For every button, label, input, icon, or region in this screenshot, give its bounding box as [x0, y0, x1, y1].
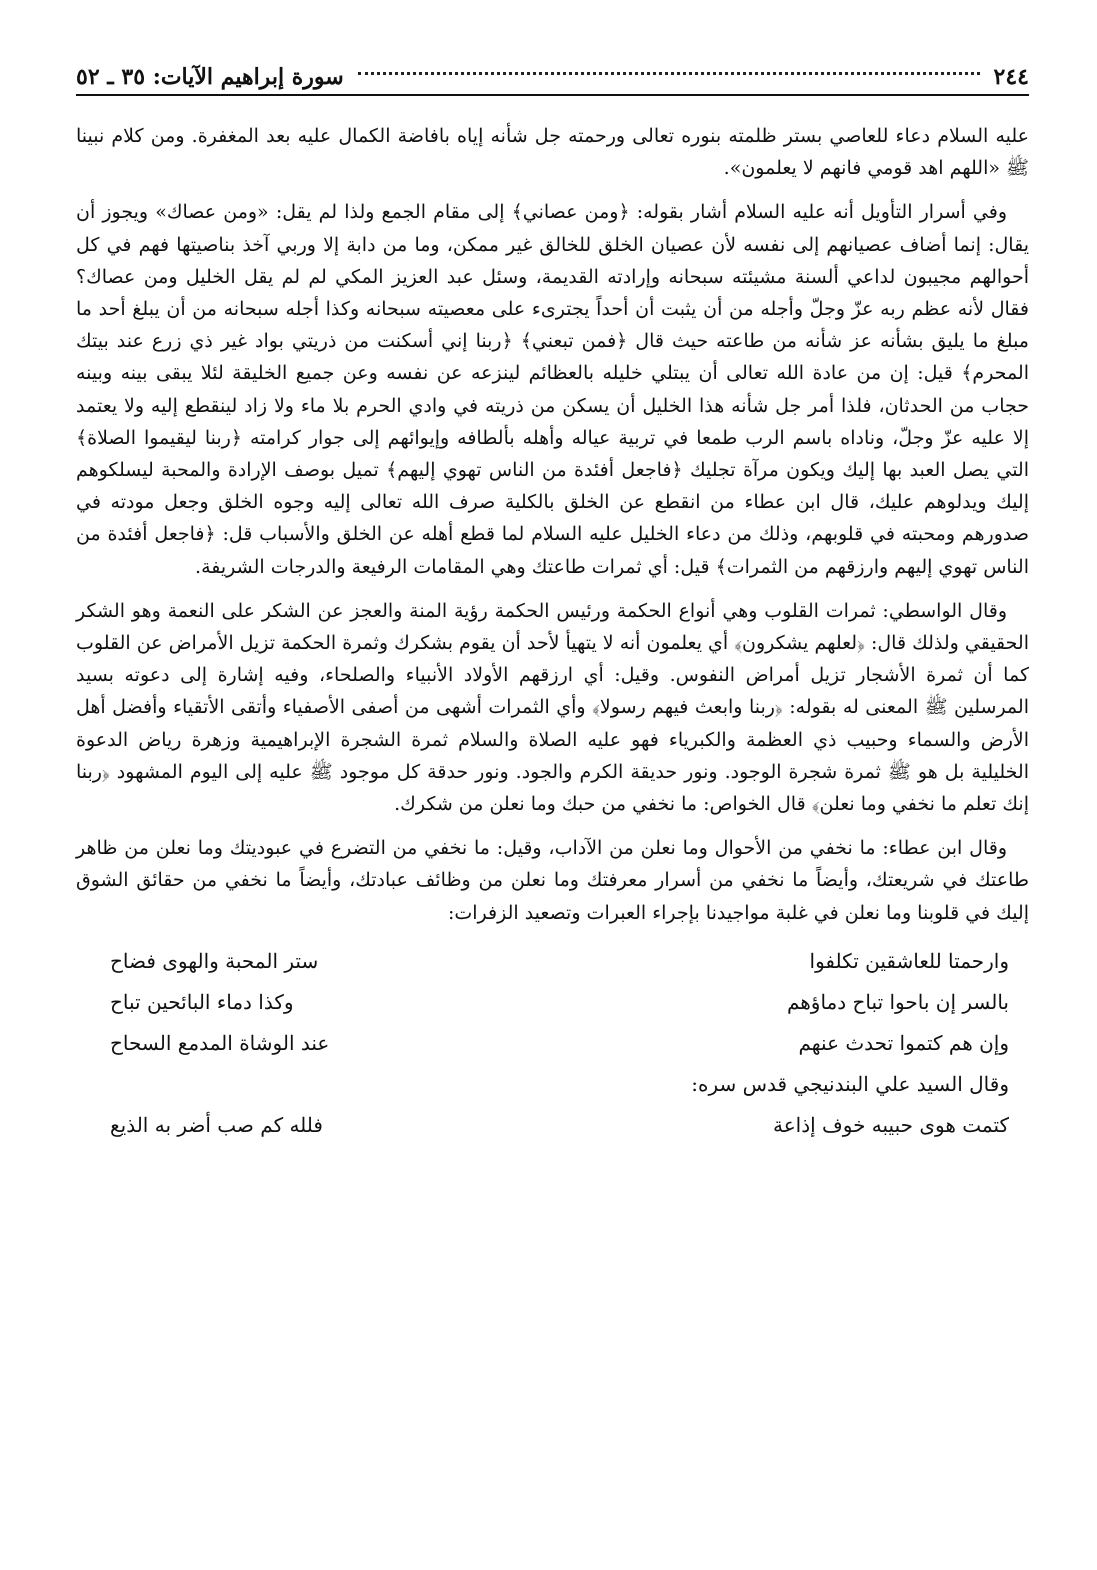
surah-title: سورة إبراهيم الآيات: ٣٥ ـ ٥٢	[76, 64, 344, 90]
verse-second-hemistich: وكذا دماء البائحين تباح	[110, 990, 294, 1015]
paragraph-4: وقال ابن عطاء: ما نخفي من الأحوال وما نعلن من الآداب، وقيل: ما نخفي من التضرع في عبوديتك وما نعلن من ظاهر طاعتك في شريعتك، وأيضاً ما نخفي من أسرار معرفتك وما نعلن من وظائف عبادتك، وأيضاً ما نخفي من حقائق الشوق إليك في قلوبنا وما نعلن في غلبة مواجيدنا بإجراء العبرات وتصعيد الزفرات:	[76, 837, 1029, 924]
paragraph-3: وقال الواسطي: ثمرات القلوب وهي أنواع الحكمة ورئيس الحكمة رؤية المنة والعجز عن الشكر على النعمة وهو الشكر الحقيقي ولذلك قال: ﴿لعلهم يشكرون﴾ أي يعلمون أنه لا يتهيأ لأحد أن يقوم بشكرك وثمرة الحكمة تزيل الأمراض عن القلوب كما أن ثمرة الأشجار تزيل أمراض النفوس. وقيل: أي ارزقهم الأولاد الأنبياء والصلحاء، وفيه إشارة إلى دعوته بسيد المرسلين ﷺ المعنى له بقوله: ﴿ربنا وابعث فيهم رسولا﴾ وأي الثمرات أشهى من أصفى الأصفياء وأتقى الأتقياء وأفضل أهل الأرض والسماء وحبيب ذي العظمة والكبرياء فهو عليه الصلاة والسلام ثمرة الشجرة الإبراهيمية وزهرة رياض الدعوة الخليلية بل هو ﷺ ثمرة شجرة الوجود. ونور حديقة الكرم والجود. ونور حدقة كل موجود ﷺ عليه إلى اليوم المشهود ﴿ربنا إنك تعلم ما نخفي وما نعلن﴾ قال الخواص: ما نخفي من حبك وما نعلن من شكرك.	[76, 599, 1029, 816]
poem-block	[76, 941, 1029, 1146]
verse-second-hemistich: ستر المحبة والهوى فضاح	[110, 949, 319, 974]
poem-verse	[76, 982, 1029, 1023]
verse-second-hemistich: عند الوشاة المدمع السحاح	[110, 1031, 330, 1056]
poem-verse	[76, 1023, 1029, 1064]
running-header	[76, 56, 1029, 96]
poem-verse	[76, 941, 1029, 982]
verse-second-hemistich: فلله كم صب أضر به الذيع	[110, 1113, 323, 1138]
verse-first-hemistich: كتمت هوى حبيبه خوف إذاعة	[772, 1113, 1009, 1138]
main-text	[76, 120, 1029, 1146]
page-number: ٢٤٤	[993, 64, 1029, 90]
paragraph-1: عليه السلام دعاء للعاصي بستر ظلمته بنوره تعالى ورحمته جل شأنه إياه بافاضة الكمال عليه بعد المغفرة. ومن كلام نبينا ﷺ «اللهم اهد قومي فانهم لا يعلمون».	[76, 125, 1029, 180]
verse-first-hemistich: بالسر إن باحوا تباح دماؤهم	[786, 990, 1009, 1015]
header-dot-leader	[358, 71, 980, 75]
paragraph-2: وفي أسرار التأويل أنه عليه السلام أشار بقوله: ﴿ومن عصاني﴾ إلى مقام الجمع ولذا لم يقل: «ومن عصاك» ويجوز أن يقال: إنما أضاف عصيانهم إلى نفسه لأن عصيان الخلق للخالق غير ممكن، وما من دابة إلا وربي آخذ بناصيتها فهم في كل أحوالهم مجيبون لداعي ألسنة مشيئته سبحانه وإرادته القديمة، وسئل عبد العزيز المكي لم لم يقل الخليل ومن عصاك؟ فقال لأنه عظم ربه عزّ وجلّ وأجله من أن يثبت أن أحداً يجترىء على معصيته سبحانه وكذا أجله سبحانه من أن يبلغ أحد ما مبلغ ما يليق بشأنه عز شأنه من طاعته حيث قال ﴿فمن تبعني﴾ ﴿ربنا إني أسكنت من ذريتي بواد غير ذي زرع عند بيتك المحرم﴾ قيل: إن من عادة الله تعالى أن يبتلي خليله بالعظائم لينزعه عن نفسه وعن جميع الخليقة لئلا يبقى بينه وبينه حجاب من الحدثان، فلذا أمر جل شأنه هذا الخليل أن يسكن من ذريته في وادي الحرم بلا ماء ولا زاد لينقطع إليه ولا يعتمد إلا عليه عزّ وجلّ، وناداه باسم الرب طمعا في تربية عياله وأهله بألطافه وإيوائهم إلى جوار كرامته ﴿ربنا ليقيموا الصلاة﴾ التي يصل العبد بها إليك ويكون مرآة تجليك ﴿فاجعل أفئدة من الناس تهوي إليهم﴾ تميل بوصف الإرادة والمحبة ليسلكوهم إليك ويدلوهم عليك، قال ابن عطاء من انقطع عن الخلق بالكلية صرف الله تعالى إليه وجوه الخلق وجعل مودته في صدورهم ومحبته في قلوبهم، وذلك من دعاء الخليل عليه السلام لما قطع أهله عن الخلق والأسباب قل: ﴿فاجعل أفئدة من الناس تهوي إليهم وارزقهم من الثمرات﴾ قيل: أي ثمرات طاعتك وهي المقامات الرفيعة والدرجات الشريفة.	[76, 201, 1029, 578]
verse-first-hemistich: وارحمتا للعاشقين تكلفوا	[809, 949, 1009, 974]
poem-attribution: وقال السيد علي البندنيجي قدس سره:	[691, 1072, 1009, 1097]
poem-verse	[76, 1105, 1029, 1146]
verse-first-hemistich: وإن هم كتموا تحدث عنهم	[798, 1031, 1009, 1056]
